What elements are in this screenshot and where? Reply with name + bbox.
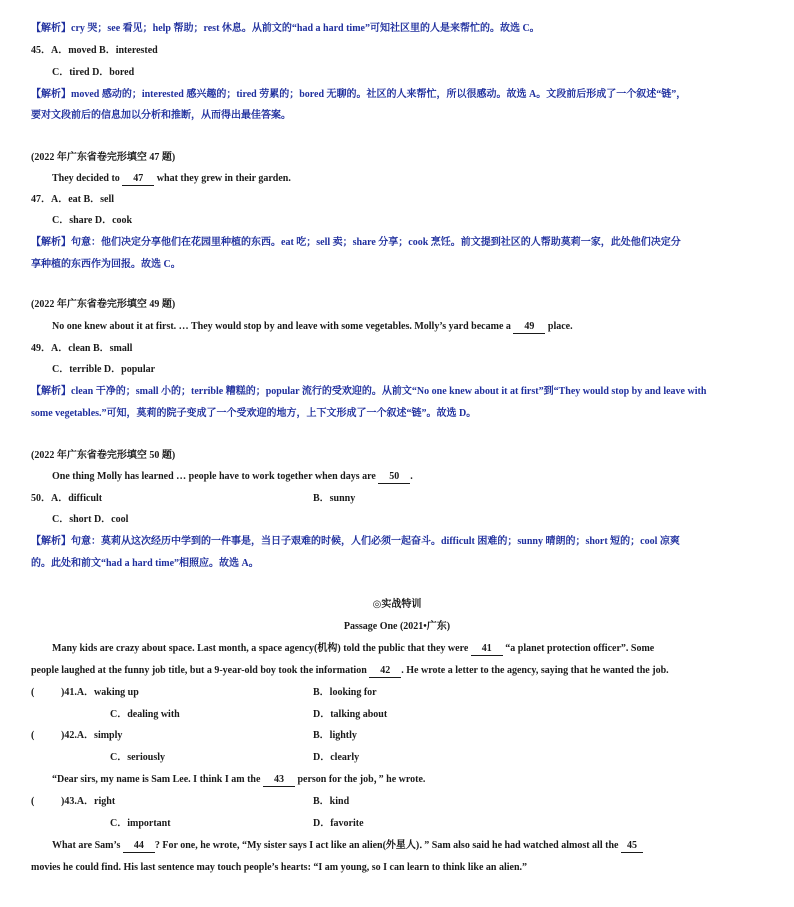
q49-sentence-pre: No one knew about it at first. … They would stop by and leave with some vegetables. Molly’s yard became a <box>52 321 511 332</box>
p1-line1-post: “a planet protection officer”. Some <box>505 643 655 654</box>
analysis-45-line1: 【解析】moved 感动的；interested 感兴趣的；tired 劳累的；bored 无聊的。社区的人来帮忙，所以很感动。故选 A。文段前后形成了一个叙述“链”， <box>31 89 687 100</box>
q50-sentence-pre: One thing Molly has learned … people have to work together when days are <box>52 471 376 482</box>
q47-options-row1: 47．A．eat B．sell <box>31 194 115 205</box>
q45-options-row2: C．tired D．bored <box>52 67 135 78</box>
answer-paren: ( <box>31 796 35 807</box>
q50-blank: 50 <box>378 471 410 484</box>
passage-p2 <box>52 773 764 787</box>
q50-option-b: B．sunny <box>313 493 356 504</box>
p3-line1-pre: What are Sam’s <box>52 840 121 851</box>
q42-option-c: C．seriously <box>110 752 165 763</box>
q43-option-d: D．favorite <box>313 818 364 829</box>
q42-option-b: B．lightly <box>313 730 357 741</box>
q43-row1 <box>31 795 764 809</box>
blank-43: 43 <box>263 774 295 787</box>
p2-post: person for the job，” he wrote. <box>297 774 426 785</box>
passage-title: Passage One (2021•广东) <box>343 621 451 632</box>
answer-paren: ( <box>31 687 35 698</box>
q45-options-row1: 45．A．moved B．interested <box>31 45 158 56</box>
q49-options-row2: C．terrible D．popular <box>52 364 156 375</box>
q41-option-b: B．looking for <box>313 687 377 698</box>
section-heading: ◎实战特训 <box>372 599 422 610</box>
blank-41: 41 <box>471 643 503 656</box>
q42-option-d: D．clearly <box>313 752 360 763</box>
q41-option-a: )41.A．waking up <box>61 687 139 698</box>
q50-options-row2: C．short D．cool <box>52 514 129 525</box>
q47-sentence <box>52 172 764 186</box>
q42-row1 <box>31 729 764 743</box>
p1-line2-pre: people laughed at the funny job title, but a 9-year-old boy took the information <box>31 665 367 676</box>
passage-p3-line1 <box>52 839 764 853</box>
analysis-47-line1: 【解析】句意：他们决定分享他们在花园里种植的东西。eat 吃；sell 卖；share 分享；cook 烹饪。前文提到社区的人帮助莫莉一家，此处他们决定分 <box>31 237 681 248</box>
q47-options-row2: C．share D．cook <box>52 215 133 226</box>
q47-blank: 47 <box>122 173 154 186</box>
q49-source: (2022 年广东省卷完形填空 49 题) <box>31 299 176 310</box>
analysis-47-line2: 享种植的东西作为回报。故选 C。 <box>31 259 181 270</box>
q50-option-a: 50．A．difficult <box>31 493 103 504</box>
q50-sentence-post: . <box>410 471 413 482</box>
analysis-44: 【解析】cry 哭；see 看见；help 帮助；rest 休息。从前文的“had a hard time”可知社区里的人是来帮忙的。故选 C。 <box>31 23 540 34</box>
passage-p1-line2 <box>31 664 764 678</box>
q47-sentence-pre: They decided to <box>52 173 120 184</box>
answer-paren: ( <box>31 730 35 741</box>
q49-sentence <box>52 320 764 334</box>
q47-source: (2022 年广东省卷完形填空 47 题) <box>31 152 176 163</box>
analysis-45-line2: 要对文段前后的信息加以分析和推断，从而得出最佳答案。 <box>31 110 291 121</box>
analysis-50-line2: 的。此处和前文“had a hard time”相照应。故选 A。 <box>31 558 259 569</box>
blank-45: 45 <box>621 840 643 853</box>
q49-sentence-post: place. <box>547 321 573 332</box>
passage-p3-line2: movies he could find. His last sentence may touch people’s hearts: “I am young, so I can learn to think like an alien.” <box>31 862 528 873</box>
q41-option-d: D．talking about <box>313 709 388 720</box>
p1-line2-post: . He wrote a letter to the agency, saying that he wanted the job. <box>401 665 669 676</box>
q43-option-b: B．kind <box>313 796 350 807</box>
analysis-50-line1: 【解析】句意：莫莉从这次经历中学到的一件事是，当日子艰难的时候，人们必须一起奋斗。difficult 困难的；sunny 晴朗的；short 短的；cool 凉爽 <box>31 536 680 547</box>
q50-sentence <box>52 470 764 484</box>
blank-42: 42 <box>369 665 401 678</box>
q43-option-a: )43.A．right <box>61 796 116 807</box>
q41-option-c: C．dealing with <box>110 709 180 720</box>
p1-line1-pre: Many kids are crazy about space. Last month, a space agency(机构) told the public that they were <box>52 643 469 654</box>
q50-source: (2022 年广东省卷完形填空 50 题) <box>31 450 176 461</box>
analysis-49-line1: 【解析】clean 干净的；small 小的；terrible 糟糕的；popular 流行的受欢迎的。从前文“No one knew about it at first”到“They would stop by and leave with <box>31 386 707 397</box>
q41-row1 <box>31 686 764 700</box>
blank-44: 44 <box>123 840 155 853</box>
q43-option-c: C．important <box>110 818 171 829</box>
q49-blank: 49 <box>513 321 545 334</box>
p2-pre: “Dear sirs, my name is Sam Lee. I think I am the <box>52 774 261 785</box>
passage-p1-line1 <box>52 642 764 656</box>
q49-options-row1: 49．A．clean B．small <box>31 343 133 354</box>
p3-line1-mid: ? For one, he wrote, “My sister says I act like an alien(外星人)．” Sam also said he had watched almost all the <box>154 840 619 851</box>
q47-sentence-post: what they grew in their garden. <box>156 173 291 184</box>
analysis-49-line2: some vegetables.”可知，莫莉的院子变成了一个受欢迎的地方，上下文形成了一个叙述“链”。故选 D。 <box>31 408 477 419</box>
q42-option-a: )42.A．simply <box>61 730 123 741</box>
q50-options-row1 <box>31 492 764 506</box>
